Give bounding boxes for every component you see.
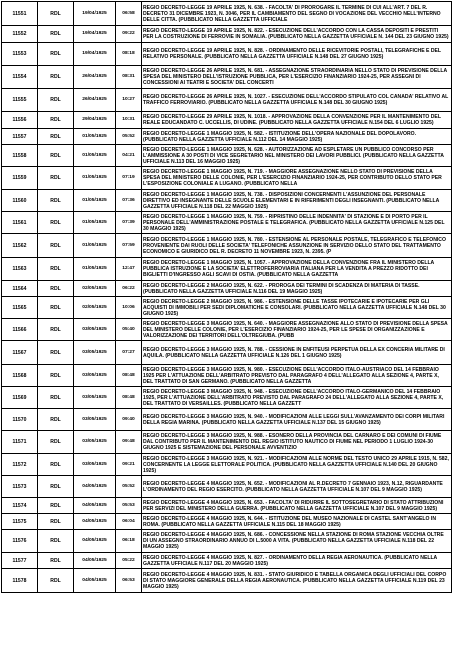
- cell-type: RDL: [38, 145, 74, 167]
- cell-num: 11568: [2, 365, 38, 387]
- table-row: [2, 365, 452, 387]
- cell-time: 09:48: [116, 431, 142, 454]
- table-row: [2, 89, 452, 112]
- cell-type: RDL: [38, 514, 74, 530]
- cell-type: RDL: [38, 476, 74, 498]
- cell-type: RDL: [38, 43, 74, 66]
- cell-num: 11554: [2, 66, 38, 89]
- table-row: [2, 454, 452, 476]
- cell-num: 11561: [2, 212, 38, 234]
- table-row: [2, 190, 452, 212]
- cell-text: REGIO DECRETO-LEGGE 4 MAGGIO 1925, N. 653. - FACOLTA' DI RIDURRE IL SOTTOSEGRETARIO DI STATO ATTRIBUZIONI PER SERVIZI DEL MINISTERO DELLA GUERRA. (PUBBLICATO NELLA GAZZETTA UFFICIALE N.107 DEL 9 MAGGIO 1925): [142, 498, 452, 514]
- cell-time: 07:59: [116, 234, 142, 258]
- cell-text: REGIO DECRETO-LEGGE 19 APRILE 1925, N. 828. - ORDINAMENTO DELLE RICEVITORIE POSTALI, TELEGRAFICHE E DEL RELATIVO PERSONALE. (PUBBLICATO NELLA GAZZETTA UFFICIALE N.148 DEL 27 GIUGNO 1925): [142, 43, 452, 66]
- cell-text: REGIO DECRETO-LEGGE 3 MAGGIO 1925, N. 640. - MAGGIORE ASSEGNAZIONE ALLO STATO DI PREVISIONE DELLA SPESA DEL MINISTERO DELLE COLONIE, PER L'ESERCIZIO FINANZIARIO 1924-25, PER LE SPESE DI ORGANIZZAZIONE E VALORIZZAZIONE DEI TERRITORI DELL'OLTREGIUBA. (PUBB: [142, 319, 452, 341]
- cell-text: REGIO DECRETO-LEGGE 4 MAGGIO 1925, N. 652. - MODIFICAZIONI AL R.DECRETO 7 GENNAIO 1923, N.12, RIGUARDANTE L'ORDINAMENTO DEL REGIO ESERCITO. (PUBBLICATO NELLA GAZZETTA UFFICIALE N.107 DEL 9 MAGGIO 1925): [142, 476, 452, 498]
- table-row: [2, 569, 452, 593]
- cell-date: 04/05/1925: [74, 569, 116, 593]
- cell-num: 11576: [2, 530, 38, 553]
- cell-type: RDL: [38, 319, 74, 341]
- cell-date: 01/05/1925: [74, 212, 116, 234]
- cell-num: 11569: [2, 387, 38, 409]
- cell-text: REGIO DECRETO-LEGGE 19 APRILE 1925, N. 638. - FACOLTA' DI PROROGARE IL TERMINE DI CUI ALL'ART. 7 DEL R. DECRETO 31 DICEMBRE 1923, N. 3046, PER IL CAMBIAMENTO DEL SEGNO DI VOCAZIONE DEL VECCHIO NELL'INTERNO DELLE CITTA. (PUBBLICATO NELLA GAZZETTA UFFICIALE: [142, 2, 452, 26]
- cell-type: RDL: [38, 341, 74, 365]
- cell-num: 11566: [2, 319, 38, 341]
- table-row: [2, 319, 452, 341]
- table-row: [2, 530, 452, 553]
- cell-text: REGIO DECRETO-LEGGE 1 MAGGIO 1925, N. 582. - ISTITUZIONE DELL'OPERA NAZIONALE DEL DOPOLAVORO. (PUBBLICATO NELLA GAZZETTA UFFICIALE N.112 DEL 14 MAGGIO 1925): [142, 129, 452, 145]
- cell-num: 11553: [2, 43, 38, 66]
- cell-type: RDL: [38, 66, 74, 89]
- cell-type: RDL: [38, 112, 74, 129]
- cell-time: 06:18: [116, 530, 142, 553]
- cell-num: 11577: [2, 553, 38, 569]
- cell-text: REGIO DECRETO-LEGGE 3 MAGGIO 1925, N. 940. - MODIFICAZIONI ALLE LEGGI SULL'AVANZAMENTO DEI CORPI MILITARI DELLA REGIA MARINA. (PUBBLICATO NELLA GAZZETTA UFFICIALE N.137 DEL 15 GIUGNO 1925): [142, 409, 452, 431]
- table-row: [2, 281, 452, 297]
- cell-time: 06:22: [116, 281, 142, 297]
- cell-time: 12:47: [116, 258, 142, 281]
- cell-time: 07:39: [116, 212, 142, 234]
- cell-type: RDL: [38, 387, 74, 409]
- cell-type: RDL: [38, 431, 74, 454]
- cell-type: RDL: [38, 281, 74, 297]
- table-row: [2, 66, 452, 89]
- table-row: [2, 212, 452, 234]
- cell-text: REGIO DECRETO-LEGGE 3 MAGGIO 1925, N. 980. - ESECUZIONE DELL'ACCORDO ITALO-AUSTRIACO DEL 14 FEBBRAIO 1925 PER L'ATTUAZIONE DELL'ARBITRATO PREVISTO DAL PARAGRAFO 4 DELL'ALLEGATO ALLA SEZIONE 4, PARTE X, DEL TRATTATO DI SAN GERMANO. (PUBBLICATO NELLA GAZZETTA: [142, 365, 452, 387]
- cell-time: 10:06: [116, 297, 142, 319]
- cell-date: 03/05/1925: [74, 454, 116, 476]
- cell-date: 01/05/1925: [74, 129, 116, 145]
- cell-time: 07:27: [116, 341, 142, 365]
- cell-time: 07:36: [116, 190, 142, 212]
- table-row: [2, 409, 452, 431]
- cell-date: 02/05/1925: [74, 281, 116, 297]
- table-row: [2, 43, 452, 66]
- cell-date: 03/05/1925: [74, 431, 116, 454]
- cell-date: 26/04/1925: [74, 89, 116, 112]
- cell-time: 06:53: [116, 569, 142, 593]
- cell-num: 11557: [2, 129, 38, 145]
- cell-num: 11563: [2, 258, 38, 281]
- cell-num: 11559: [2, 167, 38, 190]
- cell-date: 01/05/1925: [74, 234, 116, 258]
- cell-text: REGIO DECRETO-LEGGE 3 MAGGIO 1925, N. 788. - CESSIONE IN ENFITEUSI PERPETUA DELLA EX CONCERIA MILITARE DI AQUILA. (PUBBLICATO NELLA GAZZETTA UFFICIALE N.126 DEL 1 GIUGNO 1925): [142, 341, 452, 365]
- cell-num: 11570: [2, 409, 38, 431]
- cell-text: REGIO DECRETO-LEGGE 1 MAGGIO 1925, N. 759. - RIPRISTINO DELLE INDENNITA' DI STAZIONE E DI PORTO PER IL PERSONALE DELL'AMMINISTRAZIONE POSTALE E TELEGRAFICA. (PUBBLICATO NELLA GAZZETTA UFFICIALE N.125 DEL 30 MAGGIO 1925): [142, 212, 452, 234]
- cell-time: 05:22: [116, 553, 142, 569]
- decree-table-body: [2, 2, 452, 593]
- cell-text: REGIO DECRETO-LEGGE 2 MAGGIO 1925, N. 622. - PROROGA DEI TERMINI DI SCADENZA DI MATERIA DI TASSE. (PUBBLICATO NELLA GAZZETTA UFFICIALE N.116 DEL 19 MAGGIO 1925): [142, 281, 452, 297]
- cell-date: 03/05/1925: [74, 409, 116, 431]
- cell-text: REGIO DECRETO-LEGGE 1 MAGGIO 1925, N. 719. - MAGGIORE ASSEGNAZIONE NELLO STATO DI PREVISIONE DELLA SPESA DEL MINISTERO DELLE COLONIE, PER L'ESERCIZIO FINANZIARIO 1924-25, PER CONTRIBUTO DELLO STATO PER L'ESPOSIZIONE COLONIALE A LUGANO. (PUBBLICATO NELLA: [142, 167, 452, 190]
- cell-text: REGIO DECRETO-LEGGE 3 MAGGIO 1925, N. 948. - ESECUZIONE DELL'ACCORDO ITALO-GERMANICO DEL 14 FEBBRAIO 1925, PER L'ATTUAZIONE DELL'ARBITRATO PREVISTO DAL PARAGRAFO 24 DELL'ALLEGATO ALLA SEZIONE 4, PARTE X, DEL TRATTATO DI VERSAILLES. (PUBBLICATO NELLA GAZZETT: [142, 387, 452, 409]
- table-row: [2, 112, 452, 129]
- cell-num: 11551: [2, 2, 38, 26]
- cell-num: 11572: [2, 454, 38, 476]
- cell-type: RDL: [38, 2, 74, 26]
- cell-time: 08:48: [116, 365, 142, 387]
- cell-num: 11565: [2, 297, 38, 319]
- table-row: [2, 258, 452, 281]
- cell-time: 07:19: [116, 167, 142, 190]
- cell-time: 09:40: [116, 409, 142, 431]
- cell-text: REGIO DECRETO-LEGGE 3 MAGGIO 1925, N. 921. - MODIFICAZIONI ALLE NORME DEL TESTO UNICO 29 APRILE 1915, N. 582, CONCERNENTE LA LEGGE ELETTORALE POLITICA. (PUBBLICATO NELLA GAZZETTA UFFICIALE N.140 DEL 20 GIUGNO 1925): [142, 454, 452, 476]
- cell-num: 11552: [2, 26, 38, 43]
- cell-type: RDL: [38, 212, 74, 234]
- cell-num: 11571: [2, 431, 38, 454]
- cell-num: 11578: [2, 569, 38, 593]
- cell-time: 09:21: [116, 454, 142, 476]
- cell-date: 29/04/1925: [74, 112, 116, 129]
- table-row: [2, 498, 452, 514]
- table-row: [2, 2, 452, 26]
- table-row: [2, 145, 452, 167]
- table-row: [2, 431, 452, 454]
- cell-date: 04/05/1925: [74, 553, 116, 569]
- cell-time: 05:53: [116, 498, 142, 514]
- cell-type: RDL: [38, 234, 74, 258]
- cell-num: 11573: [2, 476, 38, 498]
- cell-type: RDL: [38, 167, 74, 190]
- cell-time: 10:31: [116, 112, 142, 129]
- cell-type: RDL: [38, 297, 74, 319]
- cell-text: REGIO DECRETO-LEGGE 2 MAGGIO 1925, N. 986. - ESTENSIONE DELLE TASSE IPOTECARIE E IPOTECARIE PER GLI ACQUISTI DI IMMOBILI PER SEDI DIPLOMATICHE E CONSOLARI. (PUBBLICATO NELLA GAZZETTA UFFICIALE N.148 DEL 30 GIUGNO 1925): [142, 297, 452, 319]
- cell-text: REGIO DECRETO-LEGGE 1 MAGGIO 1925, N. 628. - AUTORIZZAZIONE AD ESPLETARE UN PUBBLICO CONCORSO PER L'AMMISSIONE A 30 POSTI DI VICE SEGRETARIO NEL MINISTERO DEI LAVORI PUBBLICI. (PUBBLICATO NELLA GAZZETTA UFFICIALE N.113 DEL 16 MAGGIO 1925): [142, 145, 452, 167]
- cell-time: 08:31: [116, 66, 142, 89]
- cell-time: 10:27: [116, 89, 142, 112]
- cell-date: 03/05/1925: [74, 365, 116, 387]
- cell-time: 08:48: [116, 387, 142, 409]
- table-row: [2, 387, 452, 409]
- cell-date: 19/04/1925: [74, 43, 116, 66]
- cell-date: 19/04/1925: [74, 26, 116, 43]
- cell-type: RDL: [38, 454, 74, 476]
- cell-time: 06:58: [116, 2, 142, 26]
- table-row: [2, 26, 452, 43]
- cell-type: RDL: [38, 553, 74, 569]
- cell-time: 05:40: [116, 319, 142, 341]
- cell-text: REGIO DECRETO-LEGGE 4 MAGGIO 1925, N. 644. - ISTITUZIONE DEL MUSEO NAZIONALE DI CASTEL SANT'ANGELO IN ROMA. (PUBBLICATO NELLA GAZZETTA UFFICIALE N.115 DEL 18 MAGGIO 1925): [142, 514, 452, 530]
- cell-date: 01/05/1925: [74, 167, 116, 190]
- cell-num: 11567: [2, 341, 38, 365]
- cell-date: 04/05/1925: [74, 476, 116, 498]
- cell-time: 05:52: [116, 129, 142, 145]
- cell-num: 11574: [2, 498, 38, 514]
- cell-time: 06:04: [116, 514, 142, 530]
- table-row: [2, 341, 452, 365]
- cell-text: REGIO DECRETO-LEGGE 4 MAGGIO 1925, N. 827. - ORDINAMENTO DELLA REGIA AERONAUTICA. (PUBBLICATO NELLA GAZZETTA UFFICIALE N.117 DEL 20 MAGGIO 1925): [142, 553, 452, 569]
- cell-date: 04/05/1925: [74, 514, 116, 530]
- cell-text: REGIO DECRETO-LEGGE 1 MAGGIO 1925, N. 1057. - APPROVAZIONE DELLA CONVENZIONE FRA IL MINISTERO DELLA PUBBLICA ISTRUZIONE E LA SOCIETA' ELETTROFERROVIARIA ITALIANA PER LA VENDITA A PREZZO RIDOTTO DEI BIGLIETTI D'INGRESSO AGLI SCAVI DI OSTIA. (PUBBLICATO NELLA GAZZETTA: [142, 258, 452, 281]
- table-row: [2, 297, 452, 319]
- cell-text: REGIO DECRETO-LEGGE 4 MAGGIO 1925, N. 686. - CONCESSIONE NELLA STAZIONE DI ROMA STAZIONE VECCHIA OLTRE DI UN ASSEGNO STRAORDINARIO ANNUO DI L.5000 A VITA. (PUBBLICATO NELLA GAZZETTA UFFICIALE N.118 DEL 22 MAGGIO 1925): [142, 530, 452, 553]
- decree-table: [1, 1, 452, 593]
- table-row: [2, 129, 452, 145]
- cell-date: 03/05/1925: [74, 387, 116, 409]
- cell-date: 26/04/1925: [74, 66, 116, 89]
- table-row: [2, 167, 452, 190]
- cell-num: 11560: [2, 190, 38, 212]
- cell-date: 19/04/1925: [74, 2, 116, 26]
- cell-num: 11575: [2, 514, 38, 530]
- cell-type: RDL: [38, 89, 74, 112]
- cell-type: RDL: [38, 498, 74, 514]
- cell-time: 09:22: [116, 26, 142, 43]
- cell-type: RDL: [38, 530, 74, 553]
- cell-time: 04:21: [116, 145, 142, 167]
- cell-num: 11564: [2, 281, 38, 297]
- cell-type: RDL: [38, 258, 74, 281]
- cell-type: RDL: [38, 569, 74, 593]
- table-row: [2, 234, 452, 258]
- cell-time: 05:52: [116, 476, 142, 498]
- cell-text: REGIO DECRETO-LEGGE 3 MAGGIO 1925, N. 988. - ESONERO DELLA PROVINCIA DEL CARNARO E DEI COMUNI DI FIUME DAL CONTRIBUTO PER IL MANTENIMENTO DEL REGIO ISTITUTO NAUTICO DI FIUME NEL PERIODO 1 LUGLIO 1924-30 GIUGNO 1925 E SISTEMAZIONE DEL PERSONALE AVVENTIZIO: [142, 431, 452, 454]
- cell-text: REGIO DECRETO-LEGGE 19 APRILE 1925, N. 822. - ESECUZIONE DELL'ACCORDO CON LA CASSA DEPOSITI E PRESTITI PER LA COSTRUZIONE DI FERROVIE IN SOMALIA. (PUBBLICATO NELLA GAZZETTA UFFICIALE N. 144 DEL 23 GIUGNO 1925): [142, 26, 452, 43]
- cell-text: REGIO DECRETO-LEGGE 4 MAGGIO 1925, N. 831. - STATO GIURIDICO E TABELLA ORGANICA DEGLI UFFICIALI DEL CORPO DI STATO MAGGIORE GENERALE DELLA REGIA AERONAUTICA. (PUBBLICATO NELLA GAZZETTA UFFICIALE N.119 DEL 23 MAGGIO 1925): [142, 569, 452, 593]
- cell-date: 03/05/1925: [74, 341, 116, 365]
- cell-num: 11556: [2, 112, 38, 129]
- cell-type: RDL: [38, 26, 74, 43]
- table-row: [2, 476, 452, 498]
- cell-date: 02/05/1925: [74, 297, 116, 319]
- cell-text: REGIO DECRETO-LEGGE 1 MAGGIO 1925, N. 780. - ESTENSIONE AL PERSONALE POSTALE, TELEGRAFICO E TELEFONICO PROVENIENTE DAI RUOLI DELLE SOCIETA' TELEFONICHE ASSUNZIONE IN SERVIZIO DELLO STATO DEL TRATTAMENTO ECONOMICO E GIURIDICO DEL R. DECRETO 11 NOVEMBRE 1923, N. 2395. (P: [142, 234, 452, 258]
- cell-text: REGIO DECRETO-LEGGE 29 APRILE 1925, N. 1018. - APPROVAZIONE DELLA CONVENZIONE PER IL MANTENIMENTO DEL REALE EDUCANDATO C. UCCELLIS, DI UDINE. (PUBBLICATO NELLA GAZZETTA UFFICIALE N.154 DEL 6 LUGLIO 1925): [142, 112, 452, 129]
- cell-num: 11558: [2, 145, 38, 167]
- cell-date: 01/05/1925: [74, 145, 116, 167]
- cell-type: RDL: [38, 190, 74, 212]
- table-row: [2, 514, 452, 530]
- cell-date: 01/05/1925: [74, 258, 116, 281]
- cell-time: 08:18: [116, 43, 142, 66]
- cell-date: 01/05/1925: [74, 190, 116, 212]
- cell-date: 04/05/1925: [74, 498, 116, 514]
- cell-text: REGIO DECRETO-LEGGE 26 APRILE 1925, N. 1027. - ESECUZIONE DELL'ACCORDO STIPULATO COL CANADA' RELATIVO AL TRAFFICO FERROVIARIO. (PUBBLICATO NELLA GAZZETTA UFFICIALE N.148 DEL 30 GIUGNO 1925): [142, 89, 452, 112]
- cell-type: RDL: [38, 365, 74, 387]
- cell-num: 11562: [2, 234, 38, 258]
- cell-text: REGIO DECRETO-LEGGE 26 APRILE 1925, N. 681. - ASSEGNAZIONE STRAORDINARIA NELLO STATO DI PREVISIONE DELLA SPESA DEL MINISTERO DELL'ISTRUZIONE PUBBLICA, PER L'ESERCIZIO FINANZIARIO 1924-25, PER ASSEGNI DI CONCESSIONI AI TEATRI E SOCIETA' DEL CONCERTI: [142, 66, 452, 89]
- cell-type: RDL: [38, 129, 74, 145]
- cell-num: 11555: [2, 89, 38, 112]
- cell-date: 04/05/1925: [74, 530, 116, 553]
- cell-type: RDL: [38, 409, 74, 431]
- cell-text: REGIO DECRETO-LEGGE 1 MAGGIO 1925, N. 738. - DISPOSIZIONI CONCERNENTI L'ASSUNZIONE DEL PERSONALE DIRETTIVO ED INSEGNANTE DELLE SCUOLE ELEMENTARI E IN RIFERIMENTI DEGLI INSEGNANTI. (PUBBLICATO NELLA GAZZETTA UFFICIALE N.118 DEL 22 MAGGIO 1925): [142, 190, 452, 212]
- table-row: [2, 553, 452, 569]
- cell-date: 03/05/1925: [74, 319, 116, 341]
